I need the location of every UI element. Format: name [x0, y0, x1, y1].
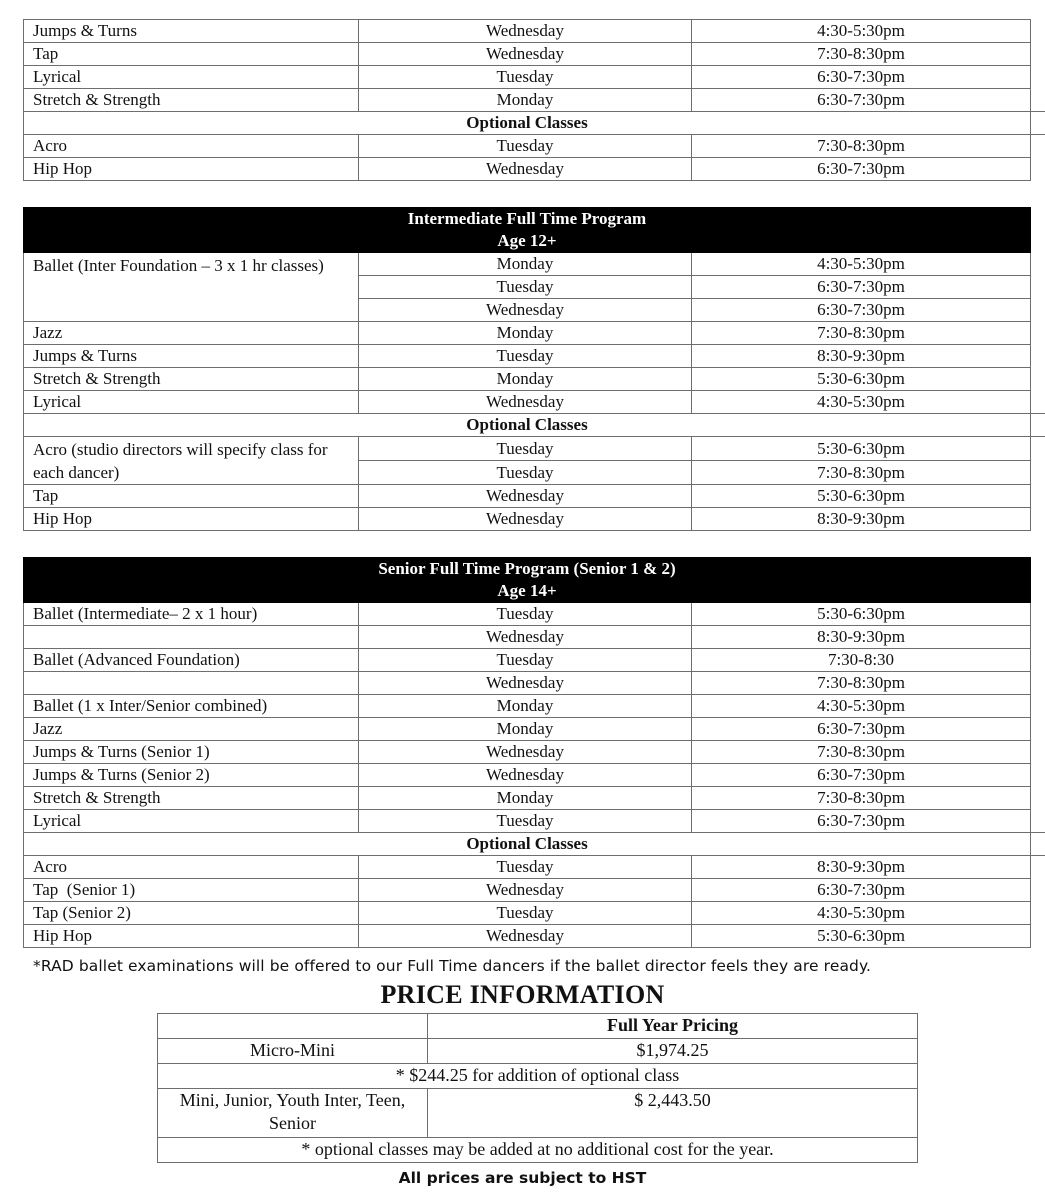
class-time: 6:30-7:30pm [692, 718, 1031, 741]
class-day: Monday [359, 322, 692, 345]
class-name: Tap (Senior 2) [24, 902, 359, 925]
table-row [24, 879, 1031, 902]
class-day: Monday [359, 89, 692, 112]
class-name: Lyrical [24, 391, 359, 414]
class-day: Monday [359, 368, 692, 391]
class-time: 4:30-5:30pm [692, 253, 1031, 276]
class-name: Hip Hop [24, 158, 359, 181]
class-day: Tuesday [359, 135, 692, 158]
class-time: 4:30-5:30pm [692, 695, 1031, 718]
table-row [24, 925, 1031, 948]
class-time: 7:30-8:30pm [692, 43, 1031, 66]
program-age: Age 14+ [497, 581, 557, 600]
class-day: Tuesday [359, 66, 692, 89]
class-day: Tuesday [359, 810, 692, 833]
table-row [24, 741, 1031, 764]
class-day: Tuesday [359, 902, 692, 925]
class-name: Hip Hop [24, 925, 359, 948]
class-day: Monday [359, 253, 692, 276]
class-time: 6:30-7:30pm [692, 299, 1031, 322]
program-age: Age 12+ [497, 231, 557, 250]
class-name [24, 672, 359, 695]
class-day: Tuesday [359, 649, 692, 672]
price-table [157, 1013, 918, 1163]
class-time: 6:30-7:30pm [692, 66, 1031, 89]
optional-classes-row [24, 833, 1031, 856]
class-time: 7:30-8:30pm [692, 672, 1031, 695]
table-row [24, 508, 1031, 531]
table-row [24, 787, 1031, 810]
class-time: 4:30-5:30pm [692, 391, 1031, 414]
rad-exam-note: *RAD ballet examinations will be offered to our Full Time dancers if the ballet director feels they are ready. [33, 957, 872, 975]
price-header-row [158, 1014, 918, 1039]
optional-classes-label: Optional Classes [24, 414, 1031, 437]
table-row [24, 368, 1031, 391]
class-time: 5:30-6:30pm [692, 437, 1031, 461]
class-time: 7:30-8:30 [692, 649, 1031, 672]
price-note-row [158, 1138, 918, 1163]
class-day: Wednesday [359, 741, 692, 764]
class-day: Tuesday [359, 461, 692, 485]
class-day: Tuesday [359, 603, 692, 626]
class-day: Tuesday [359, 856, 692, 879]
optional-classes-label: Optional Classes [24, 833, 1031, 856]
class-name: Ballet (Advanced Foundation) [24, 649, 359, 672]
class-day: Wednesday [359, 299, 692, 322]
optional-classes-label: Optional Classes [24, 112, 1031, 135]
class-time: 8:30-9:30pm [692, 856, 1031, 879]
class-name: Tap [24, 485, 359, 508]
class-name: Hip Hop [24, 508, 359, 531]
table-row [24, 253, 1031, 276]
class-name: Tap [24, 43, 359, 66]
optional-classes-free-note: * optional classes may be added at no additional cost for the year. [158, 1138, 918, 1163]
table-row [24, 695, 1031, 718]
optional-class-price-note: * $244.25 for addition of optional class [158, 1064, 918, 1089]
class-time: 6:30-7:30pm [692, 810, 1031, 833]
schedule-table-junior [23, 19, 1031, 181]
class-time: 6:30-7:30pm [692, 89, 1031, 112]
class-day: Wednesday [359, 485, 692, 508]
table-row [24, 902, 1031, 925]
table-row [24, 672, 1031, 695]
class-time: 8:30-9:30pm [692, 626, 1031, 649]
class-day: Tuesday [359, 437, 692, 461]
tier-name: Micro-Mini [158, 1039, 428, 1064]
table-row [24, 345, 1031, 368]
class-name: Stretch & Strength [24, 368, 359, 391]
table-row [24, 718, 1031, 741]
class-day: Wednesday [359, 158, 692, 181]
program-header [24, 208, 1031, 253]
class-time: 7:30-8:30pm [692, 461, 1031, 485]
price-row [158, 1089, 918, 1138]
tier-name: Mini, Junior, Youth Inter, Teen, Senior [158, 1089, 428, 1138]
class-time: 5:30-6:30pm [692, 603, 1031, 626]
table-row [24, 764, 1031, 787]
table-row [24, 43, 1031, 66]
program-header [24, 558, 1031, 603]
class-time: 7:30-8:30pm [692, 322, 1031, 345]
class-name: Jumps & Turns (Senior 2) [24, 764, 359, 787]
full-year-pricing-header: Full Year Pricing [428, 1014, 918, 1039]
class-name: Acro [24, 856, 359, 879]
class-day: Wednesday [359, 391, 692, 414]
class-time: 6:30-7:30pm [692, 158, 1031, 181]
class-name: Ballet (Inter Foundation – 3 x 1 hr classes) [24, 253, 359, 322]
class-time: 4:30-5:30pm [692, 902, 1031, 925]
class-time: 6:30-7:30pm [692, 764, 1031, 787]
class-name: Lyrical [24, 810, 359, 833]
table-row [24, 322, 1031, 345]
table-row [24, 135, 1031, 158]
class-time: 6:30-7:30pm [692, 276, 1031, 299]
table-row [24, 391, 1031, 414]
class-time: 7:30-8:30pm [692, 741, 1031, 764]
class-day: Wednesday [359, 626, 692, 649]
class-name: Ballet (Intermediate– 2 x 1 hour) [24, 603, 359, 626]
class-day: Monday [359, 718, 692, 741]
class-time: 7:30-8:30pm [692, 135, 1031, 158]
table-row [24, 66, 1031, 89]
class-name: Ballet (1 x Inter/Senior combined) [24, 695, 359, 718]
table-row [24, 89, 1031, 112]
class-time: 8:30-9:30pm [692, 345, 1031, 368]
class-day: Wednesday [359, 925, 692, 948]
class-time: 5:30-6:30pm [692, 368, 1031, 391]
table-row [24, 626, 1031, 649]
optional-classes-row [24, 414, 1031, 437]
table-row [24, 649, 1031, 672]
class-day: Tuesday [359, 276, 692, 299]
class-name: Jumps & Turns [24, 345, 359, 368]
class-day: Wednesday [359, 508, 692, 531]
class-day: Monday [359, 787, 692, 810]
class-day: Wednesday [359, 879, 692, 902]
class-time: 5:30-6:30pm [692, 925, 1031, 948]
class-day: Wednesday [359, 764, 692, 787]
table-row [24, 485, 1031, 508]
class-name: Acro (studio directors will specify class for each dancer) [24, 437, 359, 485]
schedule-table-senior [23, 557, 1031, 948]
table-row [24, 856, 1031, 879]
table-row [24, 603, 1031, 626]
empty-header-cell [158, 1014, 428, 1039]
class-name: Jumps & Turns (Senior 1) [24, 741, 359, 764]
class-day: Wednesday [359, 43, 692, 66]
program-title: Intermediate Full Time Program [407, 209, 647, 228]
class-time: 7:30-8:30pm [692, 787, 1031, 810]
class-time: 6:30-7:30pm [692, 879, 1031, 902]
table-row [24, 810, 1031, 833]
tier-price: $1,974.25 [428, 1039, 918, 1064]
class-day: Monday [359, 695, 692, 718]
class-time: 8:30-9:30pm [692, 508, 1031, 531]
class-name: Jumps & Turns [24, 20, 359, 43]
class-name: Tap (Senior 1) [24, 879, 359, 902]
price-row [158, 1039, 918, 1064]
class-time: 4:30-5:30pm [692, 20, 1031, 43]
class-time: 5:30-6:30pm [692, 485, 1031, 508]
tier-price: $ 2,443.50 [428, 1089, 918, 1138]
class-day: Wednesday [359, 672, 692, 695]
program-title: Senior Full Time Program (Senior 1 & 2) [378, 559, 676, 578]
table-row [24, 158, 1031, 181]
hst-note: All prices are subject to HST [398, 1169, 647, 1187]
class-name: Jazz [24, 718, 359, 741]
class-day: Wednesday [359, 20, 692, 43]
class-name: Jazz [24, 322, 359, 345]
class-name: Stretch & Strength [24, 787, 359, 810]
class-name [24, 626, 359, 649]
class-name: Lyrical [24, 66, 359, 89]
optional-classes-row [24, 112, 1031, 135]
class-day: Tuesday [359, 345, 692, 368]
class-name: Stretch & Strength [24, 89, 359, 112]
price-note-row [158, 1064, 918, 1089]
price-information-title: PRICE INFORMATION [380, 980, 665, 1009]
table-row [24, 20, 1031, 43]
class-name: Acro [24, 135, 359, 158]
schedule-table-intermediate [23, 207, 1031, 531]
table-row [24, 437, 1031, 461]
